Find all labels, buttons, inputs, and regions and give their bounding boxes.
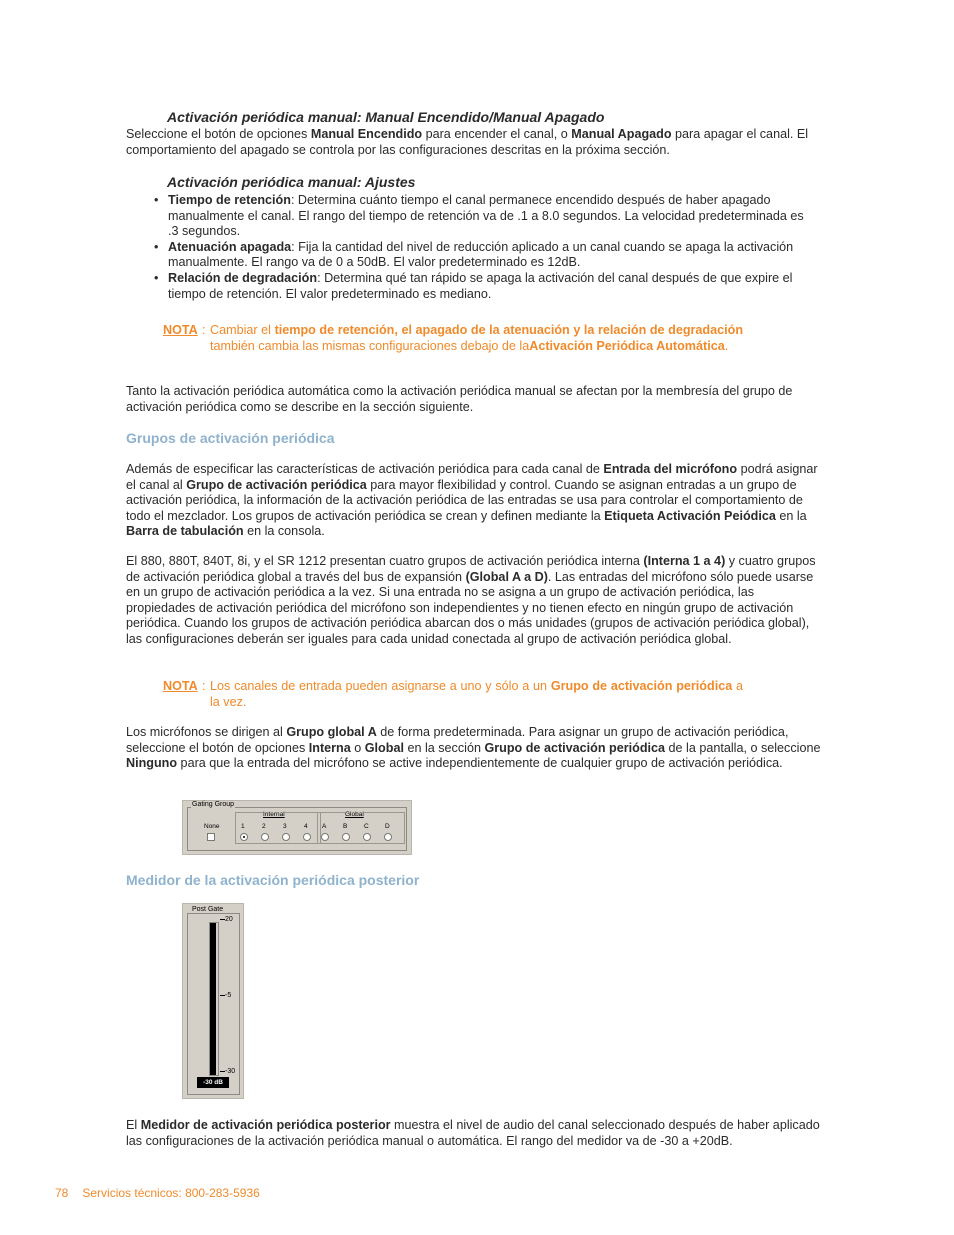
paragraph-membership: Tanto la activación periódica automática como la activación periódica manual se afectan por la membresía del grupo de activación periódica como se describe en la sección siguiente.	[126, 384, 793, 414]
none-checkbox[interactable]	[207, 833, 215, 841]
gating-group-title: Gating Group	[192, 801, 235, 808]
list-item: • Atenuación apagada: Fija la cantidad del nivel de reducción aplicado a un canal cuando se apaga la activación manualmente. El rango va de 0 a 50dB. El valor predeterminado es 12dB.	[154, 240, 814, 271]
internal-option-4-label: 4	[304, 823, 308, 830]
internal-option-2-label: 2	[262, 823, 266, 830]
list-item: • Relación de degradación: Determina qué tan rápido se apaga la activación del canal después de que expire el tiempo de retención. El valor predeterminado es mediano.	[154, 271, 814, 302]
global-radio-c[interactable]	[363, 833, 371, 841]
global-option-c-label: C	[364, 823, 369, 830]
heading-manual-settings: Activación periódica manual: Ajustes	[167, 174, 416, 190]
post-gate-title: Post Gate	[192, 906, 224, 913]
global-option-a-label: A	[322, 823, 327, 830]
post-gate-meter	[182, 903, 244, 1099]
footer-support-text: Servicios técnicos: 800-283-5936	[82, 1186, 260, 1200]
none-label: None	[204, 823, 220, 830]
internal-option-1-label: 1	[241, 823, 245, 830]
global-option-d-label: D	[385, 823, 390, 830]
note-one-group: NOTA : Los canales de entrada pueden asignarse a uno y sólo a un Grupo de activación periódica a la vez.	[163, 679, 743, 709]
heading-post-gate-meter: Medidor de la activación periódica posterior	[126, 872, 420, 888]
note-settings: NOTA : Cambiar el tiempo de retención, el apagado de la atenuación y la relación de degradación también cambia las mismas configuraciones debajo de laActivación Periódica Automática.	[163, 323, 744, 353]
internal-option-3-label: 3	[283, 823, 287, 830]
heading-gating-groups: Grupos de activación periódica	[126, 430, 335, 446]
note-label: NOTA	[163, 323, 198, 337]
internal-radio-2[interactable]	[261, 833, 269, 841]
global-option-b-label: B	[343, 823, 348, 830]
global-radio-b[interactable]	[342, 833, 350, 841]
list-item: • Tiempo de retención: Determina cuánto tiempo el canal permanece encendido después de haber apagado manualmente el canal. El rango del tiempo de retención va de .1 a 8.0 segundos. La velocidad predeterminada es .3 segundos.	[154, 193, 814, 240]
page-footer	[55, 1186, 260, 1202]
global-label: Global	[345, 811, 364, 818]
settings-list	[154, 193, 814, 302]
note-label: NOTA	[163, 679, 198, 693]
paragraph-post-gate: El Medidor de activación periódica posterior muestra el nivel de audio del canal seleccionado después de haber aplicado las configuraciones de la activación periódica manual o automática. El rango del medidor va de -30 a +20dB.	[126, 1118, 820, 1148]
global-radio-d[interactable]	[384, 833, 392, 841]
heading-manual-on-off: Activación periódica manual: Manual Encendido/Manual Apagado	[167, 109, 605, 125]
internal-radio-1[interactable]	[240, 833, 248, 841]
internal-radio-4[interactable]	[303, 833, 311, 841]
paragraph-gating-groups-1: Además de especificar las características de activación periódica para cada canal de Entrada del micrófono podrá asignar el canal al Grupo de activación periódica para mayor flexibilidad y control. Cuando se asignan entradas a un grupo de activación periódica, la información de la activación periódica de las entradas se usa para controlar el comportamiento de todo el mezclador. Los grupos de activación periódica se crean y definen mediante la Etiqueta Activación Peiódica en la Barra de tabulación en la consola.	[126, 462, 818, 539]
gating-group-panel	[182, 800, 412, 855]
page-number: 78	[55, 1186, 69, 1200]
paragraph-manual-on-off: Seleccione el botón de opciones Manual Encendido para encender el canal, o Manual Apagado para apagar el canal. El comportamiento del apagado se controla por las configuraciones descritas en la próxima sección.	[126, 127, 809, 157]
scale-mid-label: -5	[225, 992, 232, 999]
global-radio-a[interactable]	[321, 833, 329, 841]
internal-label: Internal	[263, 811, 285, 818]
scale-top-label: 20	[225, 916, 233, 923]
paragraph-microphones: Los micrófonos se dirigen al Grupo global A de forma predeterminada. Para asignar un grupo de activación periódica, seleccione el botón de opciones Interna o Global en la sección Grupo de activación periódica de la pantalla, o seleccione Ninguno para que la entrada del micrófono se active independientemente de cualquier grupo de activación periódica.	[126, 725, 821, 771]
scale-bottom-label: -30	[225, 1068, 236, 1075]
meter-level-bar	[210, 923, 216, 1075]
paragraph-gating-groups-2: El 880, 880T, 840T, 8i, y el SR 1212 presentan cuatro grupos de activación periódica interna (Interna 1 a 4) y cuatro grupos de activación periódica global a través del bus de expansión (Global A a D). Las entradas del micrófono sólo puede usarse en un grupo de activación periódica a la vez. Si una entrada no se asigna a un grupo de activación periódica, las propiedades de activación periódica del micrófono son independientes y no tienen efecto en ningún grupo de activación periódica. Cuando los grupos de activación periódica abarcan dos o más unidades (grupos de activación periódica global), las configuraciones deberán ser iguales para cada unidad conectada al grupo de activación periódica global.	[126, 554, 816, 646]
meter-readout: -30 dB	[197, 1077, 229, 1088]
internal-radio-3[interactable]	[282, 833, 290, 841]
